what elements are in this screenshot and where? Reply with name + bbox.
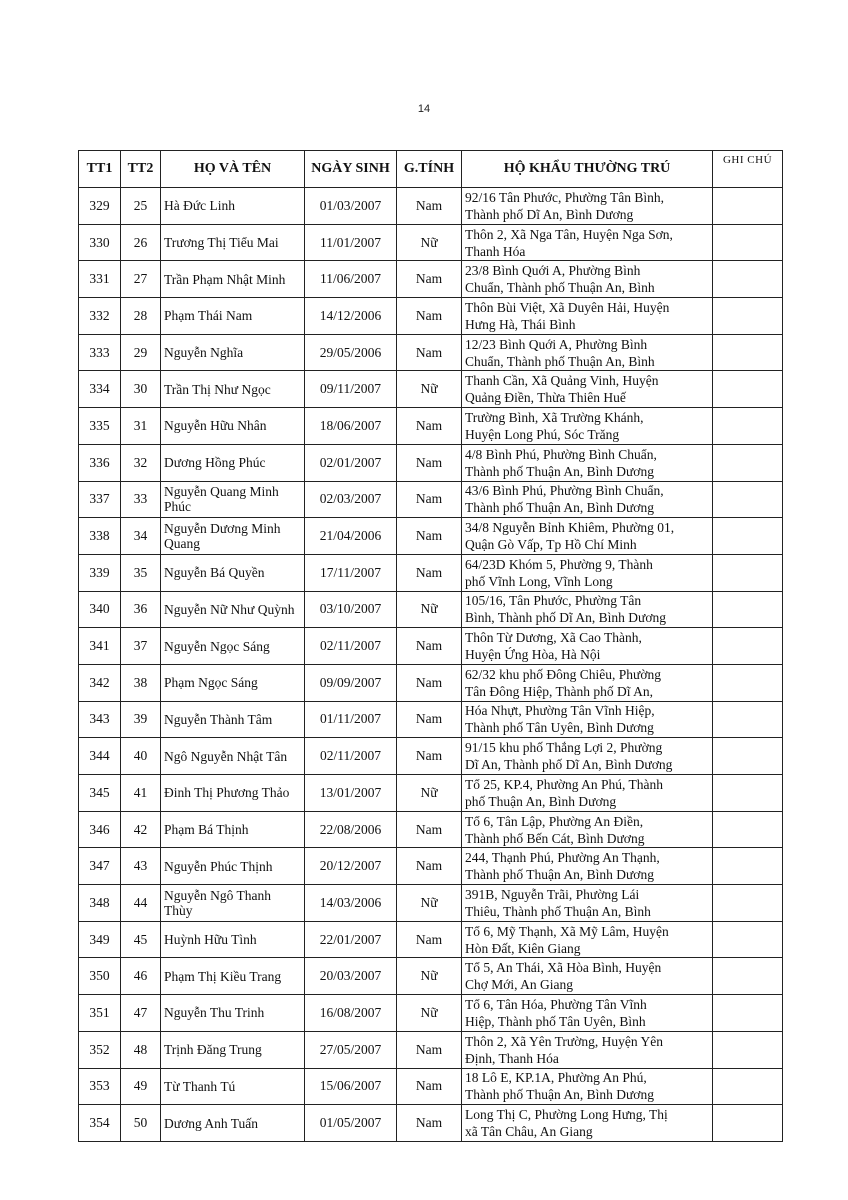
row-tt1: 338	[79, 518, 121, 555]
row-tt2: 36	[121, 591, 161, 628]
row-address-line: Tổ 6, Mỹ Thạnh, Xã Mỹ Lâm, Huyện	[465, 923, 669, 939]
table-row	[79, 518, 783, 555]
row-tt2: 28	[121, 298, 161, 335]
row-dob: 14/03/2006	[305, 885, 397, 922]
row-address-line: Quận Gò Vấp, Tp Hồ Chí Minh	[465, 537, 637, 553]
row-note	[713, 1105, 783, 1142]
row-address	[462, 885, 713, 922]
row-dob: 16/08/2007	[305, 995, 397, 1032]
row-gender: Nam	[397, 701, 462, 738]
row-gender: Nam	[397, 188, 462, 225]
row-address-line: 43/6 Bình Phú, Phường Bình Chuẩn,	[465, 483, 664, 499]
row-address-line: 91/15 khu phố Thắng Lợi 2, Phường	[465, 740, 663, 756]
table-row	[79, 1105, 783, 1142]
row-address	[462, 554, 713, 591]
row-tt2: 38	[121, 664, 161, 701]
row-note	[713, 628, 783, 665]
row-dob: 22/08/2006	[305, 811, 397, 848]
student-roster-table	[78, 150, 783, 1142]
row-address	[462, 481, 713, 518]
row-dob: 22/01/2007	[305, 921, 397, 958]
table-row	[79, 995, 783, 1032]
table-row	[79, 921, 783, 958]
row-tt2: 46	[121, 958, 161, 995]
row-address-line: 12/23 Bình Quới A, Phường Bình	[465, 336, 648, 352]
row-address-line: Thành phố Bến Cát, Bình Dương	[465, 830, 645, 846]
row-dob: 02/11/2007	[305, 738, 397, 775]
row-note	[713, 1068, 783, 1105]
row-dob: 20/03/2007	[305, 958, 397, 995]
row-address	[462, 591, 713, 628]
row-dob: 09/11/2007	[305, 371, 397, 408]
row-note	[713, 518, 783, 555]
row-name: Nguyễn Quang Minh Phúc	[161, 481, 305, 518]
row-note	[713, 188, 783, 225]
table-row	[79, 591, 783, 628]
table-row	[79, 664, 783, 701]
row-tt2: 48	[121, 1031, 161, 1068]
row-dob: 03/10/2007	[305, 591, 397, 628]
row-address-line: Tổ 6, Tân Hóa, Phường Tân Vĩnh	[465, 996, 647, 1012]
row-note	[713, 591, 783, 628]
row-tt1: 349	[79, 921, 121, 958]
row-address	[462, 628, 713, 665]
row-address	[462, 518, 713, 555]
row-name: Phạm Thái Nam	[161, 298, 305, 335]
row-address-line: 62/32 khu phố Đông Chiêu, Phường	[465, 666, 661, 682]
row-address-line: 244, Thạnh Phú, Phường An Thạnh,	[465, 850, 660, 866]
row-tt1: 344	[79, 738, 121, 775]
row-gender: Nam	[397, 1031, 462, 1068]
row-address-line: Thôn Bùi Việt, Xã Duyên Hải, Huyện	[465, 299, 670, 315]
row-gender: Nam	[397, 298, 462, 335]
row-name: Huỳnh Hữu Tình	[161, 921, 305, 958]
row-tt2: 39	[121, 701, 161, 738]
row-address-line: 23/8 Bình Quới A, Phường Bình	[465, 263, 641, 279]
row-address-line: Thành phố Tân Uyên, Bình Dương	[465, 720, 654, 736]
row-name: Nguyễn Ngô Thanh Thùy	[161, 885, 305, 922]
row-tt1: 331	[79, 261, 121, 298]
row-tt1: 330	[79, 224, 121, 261]
table-row	[79, 224, 783, 261]
row-tt1: 334	[79, 371, 121, 408]
row-address	[462, 1068, 713, 1105]
row-dob: 20/12/2007	[305, 848, 397, 885]
row-note	[713, 775, 783, 812]
row-address	[462, 1031, 713, 1068]
row-gender: Nữ	[397, 591, 462, 628]
row-address-line: Trường Bình, Xã Trường Khánh,	[465, 409, 644, 425]
row-note	[713, 958, 783, 995]
row-tt2: 43	[121, 848, 161, 885]
row-tt2: 49	[121, 1068, 161, 1105]
table-row	[79, 261, 783, 298]
row-name: Trương Thị Tiểu Mai	[161, 224, 305, 261]
row-tt1: 333	[79, 334, 121, 371]
row-address-line: Chuẩn, Thành phố Thuận An, Bình	[465, 280, 655, 296]
row-gender: Nam	[397, 1105, 462, 1142]
row-dob: 01/03/2007	[305, 188, 397, 225]
row-name: Nguyễn Nghĩa	[161, 334, 305, 371]
table-row	[79, 1068, 783, 1105]
row-address	[462, 995, 713, 1032]
row-dob: 14/12/2006	[305, 298, 397, 335]
row-gender: Nam	[397, 664, 462, 701]
table-row	[79, 958, 783, 995]
row-name: Trịnh Đăng Trung	[161, 1031, 305, 1068]
row-tt2: 29	[121, 334, 161, 371]
row-tt1: 332	[79, 298, 121, 335]
row-address-line: Thành phố Dĩ An, Bình Dương	[465, 206, 634, 222]
row-tt2: 45	[121, 921, 161, 958]
table-row	[79, 628, 783, 665]
row-gender: Nữ	[397, 995, 462, 1032]
row-name: Dương Hồng Phúc	[161, 444, 305, 481]
row-dob: 01/11/2007	[305, 701, 397, 738]
row-address	[462, 261, 713, 298]
row-gender: Nam	[397, 408, 462, 445]
page-number: 14	[417, 103, 431, 115]
row-address	[462, 701, 713, 738]
row-address-line: 105/16, Tân Phước, Phường Tân	[465, 593, 642, 609]
row-tt2: 32	[121, 444, 161, 481]
row-tt1: 341	[79, 628, 121, 665]
row-dob: 13/01/2007	[305, 775, 397, 812]
row-dob: 21/04/2006	[305, 518, 397, 555]
row-tt1: 342	[79, 664, 121, 701]
row-note	[713, 334, 783, 371]
row-gender: Nữ	[397, 775, 462, 812]
row-note	[713, 444, 783, 481]
row-note	[713, 481, 783, 518]
row-dob: 09/09/2007	[305, 664, 397, 701]
row-address-line: Huyện Long Phú, Sóc Trăng	[465, 426, 620, 442]
row-address-line: phố Thuận An, Bình Dương	[465, 793, 617, 809]
row-tt1: 336	[79, 444, 121, 481]
table-row	[79, 738, 783, 775]
row-address-line: Tổ 5, An Thái, Xã Hòa Bình, Huyện	[465, 960, 662, 976]
row-name: Đinh Thị Phương Thảo	[161, 775, 305, 812]
table-row	[79, 811, 783, 848]
row-tt2: 44	[121, 885, 161, 922]
row-dob: 11/06/2007	[305, 261, 397, 298]
row-gender: Nam	[397, 628, 462, 665]
row-tt1: 352	[79, 1031, 121, 1068]
table-row	[79, 298, 783, 335]
row-address-line: 18 Lô E, KP.1A, Phường An Phú,	[465, 1070, 647, 1086]
row-note	[713, 701, 783, 738]
row-name: Nguyễn Ngọc Sáng	[161, 628, 305, 665]
row-note	[713, 848, 783, 885]
row-name: Nguyễn Dương Minh Quang	[161, 518, 305, 555]
row-address-line: Hòn Đất, Kiên Giang	[465, 940, 581, 956]
row-note	[713, 995, 783, 1032]
row-address	[462, 958, 713, 995]
row-address-line: Thành phố Thuận An, Bình Dương	[465, 1087, 654, 1103]
row-tt2: 40	[121, 738, 161, 775]
table-row	[79, 371, 783, 408]
row-gender: Nữ	[397, 885, 462, 922]
row-note	[713, 738, 783, 775]
row-address-line: 92/16 Tân Phước, Phường Tân Bình,	[465, 189, 665, 205]
row-address-line: Quảng Điền, Thừa Thiên Huế	[465, 390, 626, 406]
row-name: Nguyễn Phúc Thịnh	[161, 848, 305, 885]
row-dob: 02/03/2007	[305, 481, 397, 518]
row-name: Trần Phạm Nhật Minh	[161, 261, 305, 298]
row-dob: 02/01/2007	[305, 444, 397, 481]
row-gender: Nam	[397, 738, 462, 775]
row-dob: 18/06/2007	[305, 408, 397, 445]
row-note	[713, 811, 783, 848]
table-header-row	[79, 151, 783, 188]
row-tt2: 33	[121, 481, 161, 518]
row-note	[713, 1031, 783, 1068]
row-address	[462, 848, 713, 885]
table-row	[79, 701, 783, 738]
row-gender: Nam	[397, 848, 462, 885]
row-tt2: 50	[121, 1105, 161, 1142]
row-name: Trần Thị Như Ngọc	[161, 371, 305, 408]
row-tt2: 47	[121, 995, 161, 1032]
row-address-line: Tổ 6, Tân Lập, Phường An Điền,	[465, 813, 644, 829]
row-tt1: 335	[79, 408, 121, 445]
row-address-line: Tổ 25, KP.4, Phường An Phú, Thành	[465, 776, 663, 792]
row-tt2: 30	[121, 371, 161, 408]
header-dob: NGÀY SINH	[305, 151, 397, 188]
table-row	[79, 1031, 783, 1068]
row-address-line: Thôn 2, Xã Nga Tân, Huyện Nga Sơn,	[465, 226, 673, 242]
table-row	[79, 334, 783, 371]
row-tt1: 340	[79, 591, 121, 628]
row-tt1: 353	[79, 1068, 121, 1105]
row-tt1: 350	[79, 958, 121, 995]
row-address	[462, 738, 713, 775]
row-note	[713, 408, 783, 445]
row-address-line: 34/8 Nguyễn Bỉnh Khiêm, Phường 01,	[465, 520, 675, 536]
row-note	[713, 664, 783, 701]
row-tt1: 354	[79, 1105, 121, 1142]
row-address	[462, 444, 713, 481]
row-gender: Nam	[397, 811, 462, 848]
row-address	[462, 298, 713, 335]
row-address-line: Thiêu, Thành phố Thuận An, Bình	[465, 903, 651, 919]
table-row	[79, 408, 783, 445]
table-row	[79, 481, 783, 518]
row-dob: 02/11/2007	[305, 628, 397, 665]
row-name: Nguyễn Thành Tâm	[161, 701, 305, 738]
table-row	[79, 188, 783, 225]
row-gender: Nam	[397, 261, 462, 298]
table-body	[79, 188, 783, 1142]
row-tt2: 27	[121, 261, 161, 298]
row-address	[462, 1105, 713, 1142]
row-note	[713, 921, 783, 958]
row-note	[713, 298, 783, 335]
row-dob: 01/05/2007	[305, 1105, 397, 1142]
row-address	[462, 371, 713, 408]
row-tt1: 343	[79, 701, 121, 738]
row-tt2: 31	[121, 408, 161, 445]
row-address-line: Hóa Nhựt, Phường Tân Vĩnh Hiệp,	[465, 703, 655, 719]
row-note	[713, 885, 783, 922]
header-note: GHI CHÚ	[713, 151, 783, 188]
row-address-line: Huyện Ứng Hòa, Hà Nội	[465, 647, 601, 663]
row-address-line: Thanh Cần, Xã Quảng Vinh, Huyện	[465, 373, 659, 389]
row-address-line: 4/8 Bình Phú, Phường Bình Chuẩn,	[465, 446, 657, 462]
row-gender: Nữ	[397, 958, 462, 995]
table-row	[79, 848, 783, 885]
header-address: HỘ KHẨU THƯỜNG TRÚ	[462, 151, 713, 188]
row-address-line: Tân Đông Hiệp, Thành phố Dĩ An,	[465, 683, 653, 699]
row-tt1: 351	[79, 995, 121, 1032]
row-name: Hà Đức Linh	[161, 188, 305, 225]
row-gender: Nam	[397, 554, 462, 591]
row-name: Nguyễn Hữu Nhân	[161, 408, 305, 445]
row-gender: Nam	[397, 334, 462, 371]
table-row	[79, 775, 783, 812]
row-address	[462, 188, 713, 225]
row-address-line: Long Thị C, Phường Long Hưng, Thị	[465, 1107, 668, 1123]
row-tt1: 337	[79, 481, 121, 518]
table-row	[79, 885, 783, 922]
row-address-line: Thành phố Thuận An, Bình Dương	[465, 500, 654, 516]
row-address-line: Dĩ An, Thành phố Dĩ An, Bình Dương	[465, 757, 673, 773]
row-address-line: 391B, Nguyễn Trãi, Phường Lái	[465, 886, 640, 902]
row-address-line: Thành phố Thuận An, Bình Dương	[465, 867, 654, 883]
row-address	[462, 811, 713, 848]
row-address-line: Thanh Hóa	[465, 243, 526, 259]
row-name: Phạm Bá Thịnh	[161, 811, 305, 848]
row-name: Phạm Thị Kiều Trang	[161, 958, 305, 995]
row-address-line: Thôn Từ Dương, Xã Cao Thành,	[465, 630, 642, 646]
row-address-line: Hưng Hà, Thái Bình	[465, 316, 576, 332]
row-gender: Nam	[397, 518, 462, 555]
row-dob: 29/05/2006	[305, 334, 397, 371]
row-address-line: Chuẩn, Thành phố Thuận An, Bình	[465, 353, 655, 369]
row-note	[713, 554, 783, 591]
row-tt2: 35	[121, 554, 161, 591]
row-address	[462, 921, 713, 958]
row-gender: Nữ	[397, 371, 462, 408]
row-tt1: 339	[79, 554, 121, 591]
row-address-line: 64/23D Khóm 5, Phường 9, Thành	[465, 556, 653, 572]
row-tt1: 348	[79, 885, 121, 922]
row-note	[713, 371, 783, 408]
row-address-line: Chợ Mới, An Giang	[465, 977, 574, 993]
row-name: Nguyễn Nữ Như Quỳnh	[161, 591, 305, 628]
row-dob: 11/01/2007	[305, 224, 397, 261]
header-name: HỌ VÀ TÊN	[161, 151, 305, 188]
row-tt2: 42	[121, 811, 161, 848]
row-note	[713, 224, 783, 261]
row-name: Nguyễn Thu Trinh	[161, 995, 305, 1032]
row-tt2: 25	[121, 188, 161, 225]
row-address	[462, 664, 713, 701]
header-tt2: TT2	[121, 151, 161, 188]
row-address-line: phố Vĩnh Long, Vĩnh Long	[465, 573, 613, 589]
row-dob: 15/06/2007	[305, 1068, 397, 1105]
row-name: Từ Thanh Tú	[161, 1068, 305, 1105]
row-address-line: xã Tân Châu, An Giang	[465, 1124, 593, 1140]
header-gender: G.TÍNH	[397, 151, 462, 188]
row-address-line: Định, Thanh Hóa	[465, 1050, 559, 1066]
row-tt1: 346	[79, 811, 121, 848]
row-name: Ngô Nguyễn Nhật Tân	[161, 738, 305, 775]
row-tt2: 37	[121, 628, 161, 665]
table-row	[79, 444, 783, 481]
row-name: Nguyễn Bá Quyền	[161, 554, 305, 591]
row-note	[713, 261, 783, 298]
table-row	[79, 554, 783, 591]
row-address	[462, 775, 713, 812]
row-dob: 27/05/2007	[305, 1031, 397, 1068]
row-dob: 17/11/2007	[305, 554, 397, 591]
row-address-line: Thôn 2, Xã Yên Trường, Huyện Yên	[465, 1033, 663, 1049]
row-tt1: 347	[79, 848, 121, 885]
row-tt2: 34	[121, 518, 161, 555]
row-address-line: Hiệp, Thành phố Tân Uyên, Bình	[465, 1013, 646, 1029]
row-address-line: Bình, Thành phố Dĩ An, Bình Dương	[465, 610, 666, 626]
row-tt1: 329	[79, 188, 121, 225]
row-gender: Nam	[397, 921, 462, 958]
row-tt1: 345	[79, 775, 121, 812]
row-gender: Nam	[397, 481, 462, 518]
row-address	[462, 408, 713, 445]
row-gender: Nam	[397, 1068, 462, 1105]
row-gender: Nam	[397, 444, 462, 481]
row-name: Dương Anh Tuấn	[161, 1105, 305, 1142]
row-address	[462, 224, 713, 261]
row-address	[462, 334, 713, 371]
row-tt2: 41	[121, 775, 161, 812]
row-name: Phạm Ngọc Sáng	[161, 664, 305, 701]
row-tt2: 26	[121, 224, 161, 261]
row-address-line: Thành phố Thuận An, Bình Dương	[465, 463, 654, 479]
header-tt1: TT1	[79, 151, 121, 188]
row-gender: Nữ	[397, 224, 462, 261]
